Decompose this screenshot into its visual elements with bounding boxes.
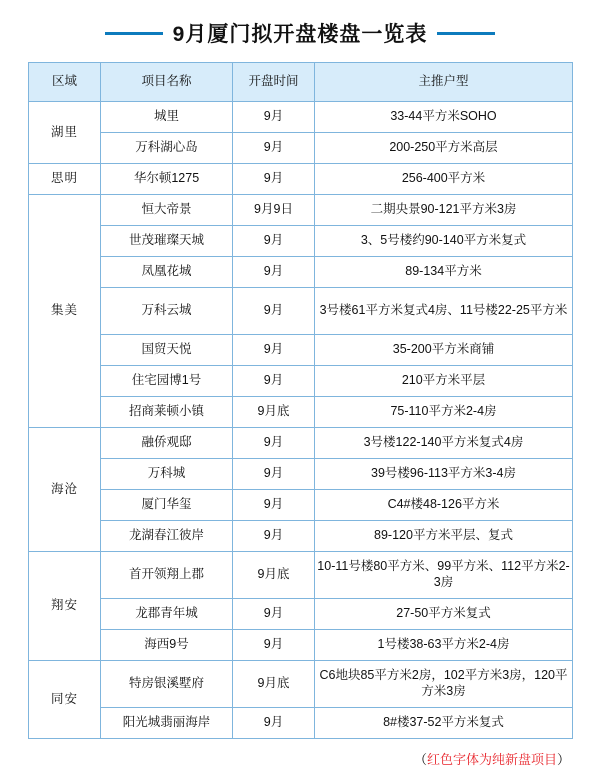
cell-project-name: 阳光城翡丽海岸 [101, 708, 233, 739]
cell-unit-type: C6地块85平方米2房，102平方米3房，120平方米3房 [315, 661, 573, 708]
footer-note [0, 739, 600, 768]
cell-open-time: 9月 [233, 102, 315, 133]
cell-open-time: 9月 [233, 257, 315, 288]
cell-unit-type: 27-50平方米复式 [315, 599, 573, 630]
cell-project-name: 国贸天悦 [101, 335, 233, 366]
cell-area: 同安 [29, 661, 101, 739]
table-row [29, 226, 573, 257]
column-header-name: 项目名称 [101, 63, 233, 102]
cell-area: 集美 [29, 195, 101, 428]
table-row [29, 335, 573, 366]
cell-project-name: 万科城 [101, 459, 233, 490]
cell-project-name: 厦门华玺 [101, 490, 233, 521]
footer-prefix: （ [413, 752, 427, 767]
cell-unit-type: 89-134平方米 [315, 257, 573, 288]
cell-open-time: 9月 [233, 459, 315, 490]
page-title [0, 0, 600, 62]
cell-project-name: 融侨观邸 [101, 428, 233, 459]
cell-open-time: 9月 [233, 288, 315, 335]
cell-area: 海沧 [29, 428, 101, 552]
cell-unit-type: 3、5号楼约90-140平方米复式 [315, 226, 573, 257]
table-row [29, 397, 573, 428]
table-row [29, 164, 573, 195]
cell-project-name: 万科湖心岛 [101, 133, 233, 164]
cell-unit-type: 3号楼61平方米复式4房、11号楼22-25平方米 [315, 288, 573, 335]
cell-open-time: 9月9日 [233, 195, 315, 226]
cell-project-name: 凤凰花城 [101, 257, 233, 288]
table-row [29, 459, 573, 490]
footer-suffix: ） [556, 752, 570, 767]
cell-open-time: 9月 [233, 226, 315, 257]
page-title-text: 9月厦门拟开盘楼盘一览表 [172, 23, 428, 46]
cell-unit-type: 33-44平方米SOHO [315, 102, 573, 133]
cell-unit-type: 200-250平方米高层 [315, 133, 573, 164]
cell-unit-type: 3号楼122-140平方米复式4房 [315, 428, 573, 459]
cell-unit-type: 10-11号楼80平方米、99平方米、112平方米2-3房 [315, 552, 573, 599]
cell-open-time: 9月底 [233, 397, 315, 428]
table-row [29, 521, 573, 552]
cell-unit-type: 8#楼37-52平方米复式 [315, 708, 573, 739]
table-body [29, 102, 573, 739]
cell-open-time: 9月 [233, 599, 315, 630]
cell-unit-type: 二期央景90-121平方米3房 [315, 195, 573, 226]
title-rule-right [437, 32, 495, 35]
cell-project-name: 海西9号 [101, 630, 233, 661]
footer-red-text: 红色字体为纯新盘项目 [426, 752, 557, 767]
table-row [29, 257, 573, 288]
table-row [29, 102, 573, 133]
cell-area: 翔安 [29, 552, 101, 661]
table-row [29, 288, 573, 335]
cell-project-name: 招商莱顿小镇 [101, 397, 233, 428]
cell-project-name: 华尔顿1275 [101, 164, 233, 195]
column-header-time: 开盘时间 [233, 63, 315, 102]
cell-project-name: 龙湖春江彼岸 [101, 521, 233, 552]
cell-open-time: 9月 [233, 428, 315, 459]
table-row [29, 599, 573, 630]
table-header [29, 63, 573, 102]
cell-open-time: 9月 [233, 335, 315, 366]
table-row [29, 366, 573, 397]
cell-open-time: 9月底 [233, 552, 315, 599]
cell-unit-type: 89-120平方米平层、复式 [315, 521, 573, 552]
cell-unit-type: 75-110平方米2-4房 [315, 397, 573, 428]
table-row [29, 490, 573, 521]
table-row [29, 661, 573, 708]
cell-open-time: 9月 [233, 133, 315, 164]
cell-project-name: 特房银溪墅府 [101, 661, 233, 708]
header-row [29, 63, 573, 102]
cell-unit-type: 256-400平方米 [315, 164, 573, 195]
table-row [29, 552, 573, 599]
cell-unit-type: 35-200平方米商铺 [315, 335, 573, 366]
cell-project-name: 首开领翔上郡 [101, 552, 233, 599]
cell-open-time: 9月 [233, 521, 315, 552]
cell-unit-type: 1号楼38-63平方米2-4房 [315, 630, 573, 661]
cell-unit-type: 39号楼96-113平方米3-4房 [315, 459, 573, 490]
cell-open-time: 9月 [233, 164, 315, 195]
listing-table [28, 62, 573, 739]
cell-project-name: 恒大帝景 [101, 195, 233, 226]
table-row [29, 630, 573, 661]
cell-open-time: 9月底 [233, 661, 315, 708]
cell-project-name: 住宅园博1号 [101, 366, 233, 397]
cell-project-name: 城里 [101, 102, 233, 133]
table-row [29, 195, 573, 226]
table-row [29, 133, 573, 164]
title-rule-left [105, 32, 163, 35]
cell-unit-type: 210平方米平层 [315, 366, 573, 397]
column-header-area: 区域 [29, 63, 101, 102]
cell-project-name: 世茂璀璨天城 [101, 226, 233, 257]
column-header-type: 主推户型 [315, 63, 573, 102]
cell-area: 湖里 [29, 102, 101, 164]
cell-project-name: 万科云城 [101, 288, 233, 335]
cell-project-name: 龙郡青年城 [101, 599, 233, 630]
cell-area: 思明 [29, 164, 101, 195]
cell-open-time: 9月 [233, 490, 315, 521]
table-row [29, 708, 573, 739]
cell-open-time: 9月 [233, 366, 315, 397]
table-container [0, 62, 600, 739]
cell-open-time: 9月 [233, 708, 315, 739]
cell-unit-type: C4#楼48-126平方米 [315, 490, 573, 521]
cell-open-time: 9月 [233, 630, 315, 661]
table-row [29, 428, 573, 459]
